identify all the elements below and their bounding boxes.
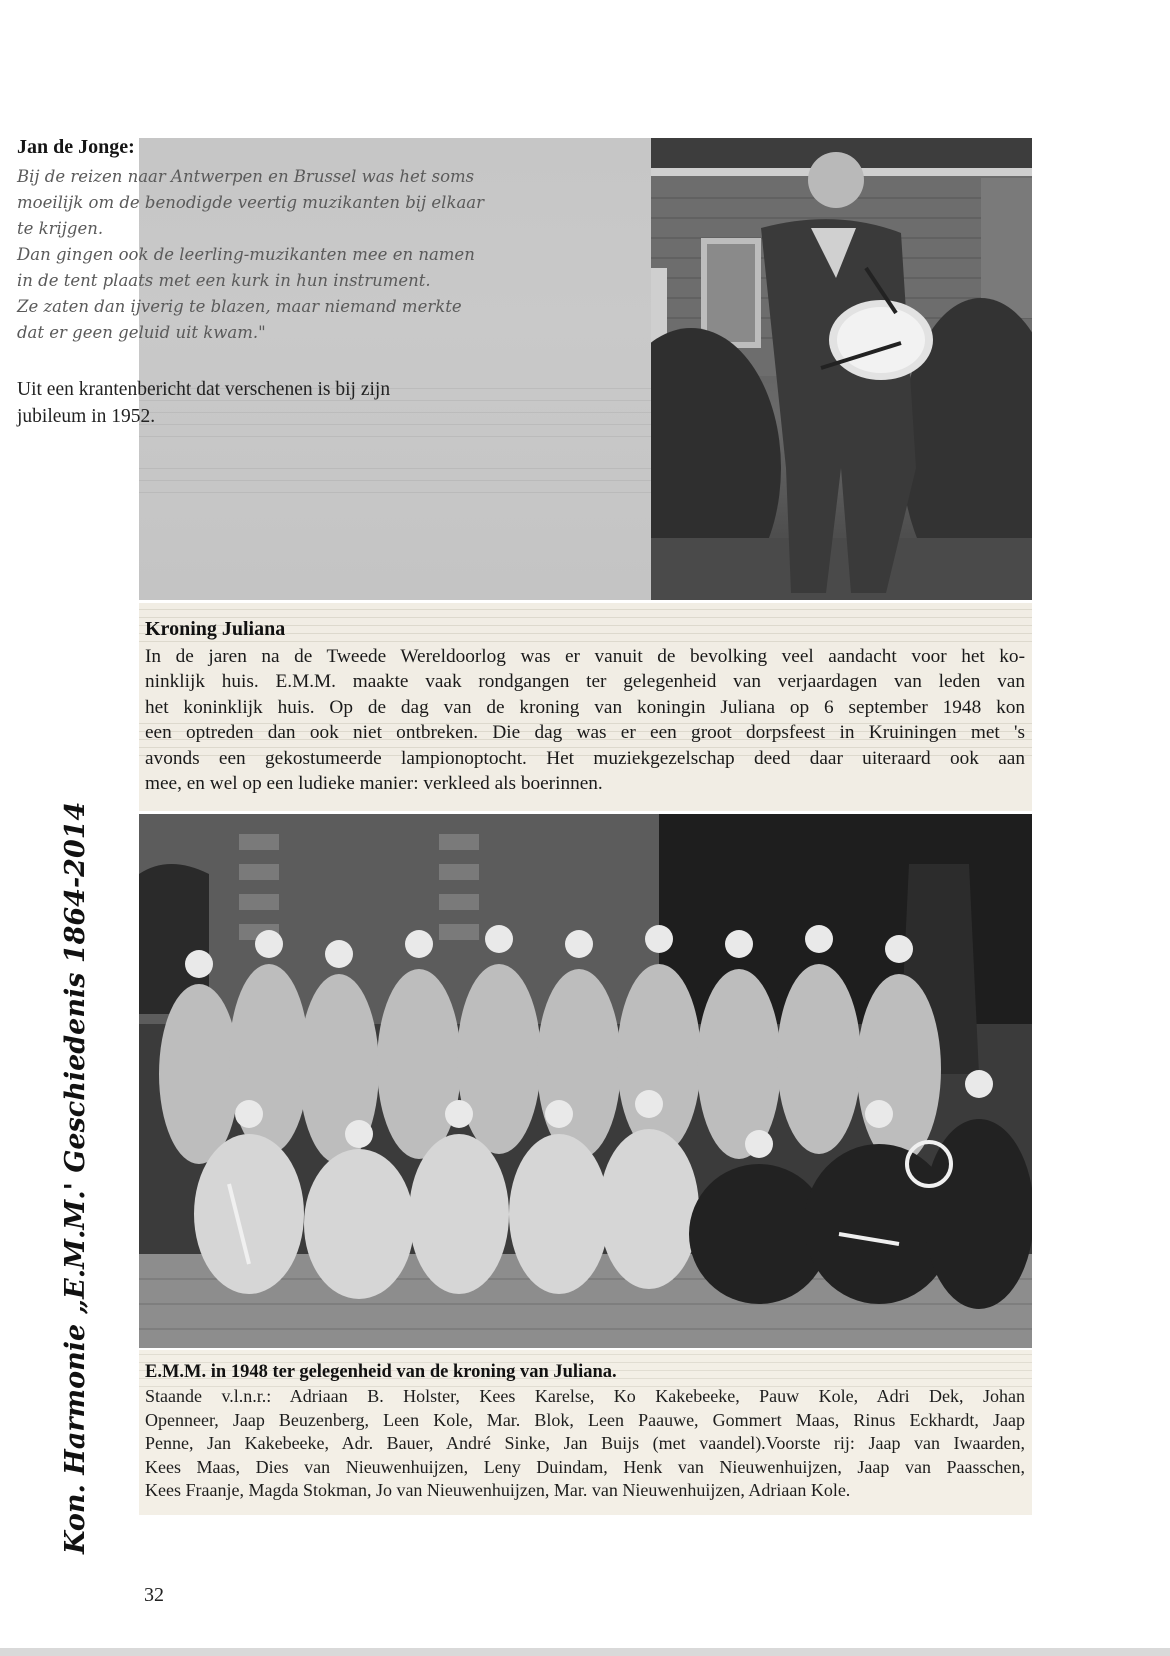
side-running-title: Kon. Harmonie „E.M.M.' Geschiedenis 1864-2014: [60, 801, 91, 1554]
quote-line: moeilijk om de benodigde veertig muzikanten bij elkaar: [17, 193, 485, 212]
caption-line: Penne, Jan Kakebeeke, Adr. Bauer, André Sinke, Jan Buijs (met vaandel).Voorste rij: Jaap van Iwaarden,: [145, 1433, 1025, 1454]
quote-source-line: jubileum in 1952.: [17, 406, 156, 427]
section-line: het koninklijk huis. Op de dag van de kroning van koningin Juliana op 6 september 1948 kon: [145, 696, 1025, 718]
quote-line: Ze zaten dan ijverig te blazen, maar niemand merkte: [17, 297, 462, 316]
section-line: ninklijk huis. E.M.M. maakte vaak rondgangen ter gelegenheid van verjaardagen van leden van: [145, 671, 1025, 693]
section-line: avonds een gekostumeerde lampionoptocht. Het muziekgezelschap deed daar uiteraard ook aan: [145, 747, 1025, 769]
quote-body: [17, 164, 487, 346]
group-photo: [139, 814, 1032, 1348]
quote-title: Jan de Jonge:: [17, 136, 135, 158]
caption-line: Kees Maas, Dies van Nieuwenhuijzen, Leny Duindam, Henk van Nieuwenhuijzen, Jaap van Paasschen,: [145, 1456, 1025, 1477]
caption-line: Openneer, Jaap Beuzenberg, Leen Kole, Mar. Blok, Leen Paauwe, Gommert Maas, Rinus Eckhardt, Jaap: [145, 1409, 1025, 1430]
section-heading: Kroning Juliana: [145, 618, 286, 640]
section-body: [145, 644, 1025, 796]
quote-line: Dan gingen ook de leerling-muzikanten mee en namen: [17, 245, 475, 264]
page-number: 32: [144, 1584, 164, 1606]
quote-line: Bij de reizen naar Antwerpen en Brussel was het soms: [17, 167, 475, 186]
section-line: mee, en wel op een ludieke manier: verkleed als boerinnen.: [145, 773, 603, 795]
drummer-photo: [651, 138, 1032, 600]
section-line: In de jaren na de Tweede Wereldoorlog was er vanuit de bevolking veel aandacht voor het ko-: [145, 646, 1025, 667]
quote-line: in de tent plaats met een kurk in hun instrument.: [17, 271, 431, 290]
bottom-rule: [0, 1648, 1170, 1656]
quote-line: dat er geen geluid uit kwam.": [17, 323, 266, 342]
caption-body: [145, 1385, 1025, 1503]
caption-line: Kees Fraanje, Magda Stokman, Jo van Nieuwenhuijzen, Mar. van Nieuwenhuijzen, Adriaan Kole.: [145, 1480, 851, 1501]
caption-title: E.M.M. in 1948 ter gelegenheid van de kroning van Juliana.: [145, 1362, 617, 1382]
quote-source-line: Uit een krantenbericht dat verschenen is bij zijn: [17, 379, 391, 400]
quote-line: te krijgen.: [17, 219, 104, 238]
caption-line: Staande v.l.n.r.: Adriaan B. Holster, Kees Karelse, Ko Kakebeeke, Pauw Kole, Adri Dek, Johan: [145, 1386, 1025, 1406]
section-line: een optreden dan ook niet ontbreken. Die dag was er een groot dorpsfeest in Kruiningen met 's: [145, 722, 1025, 744]
quote-source: [17, 376, 487, 430]
